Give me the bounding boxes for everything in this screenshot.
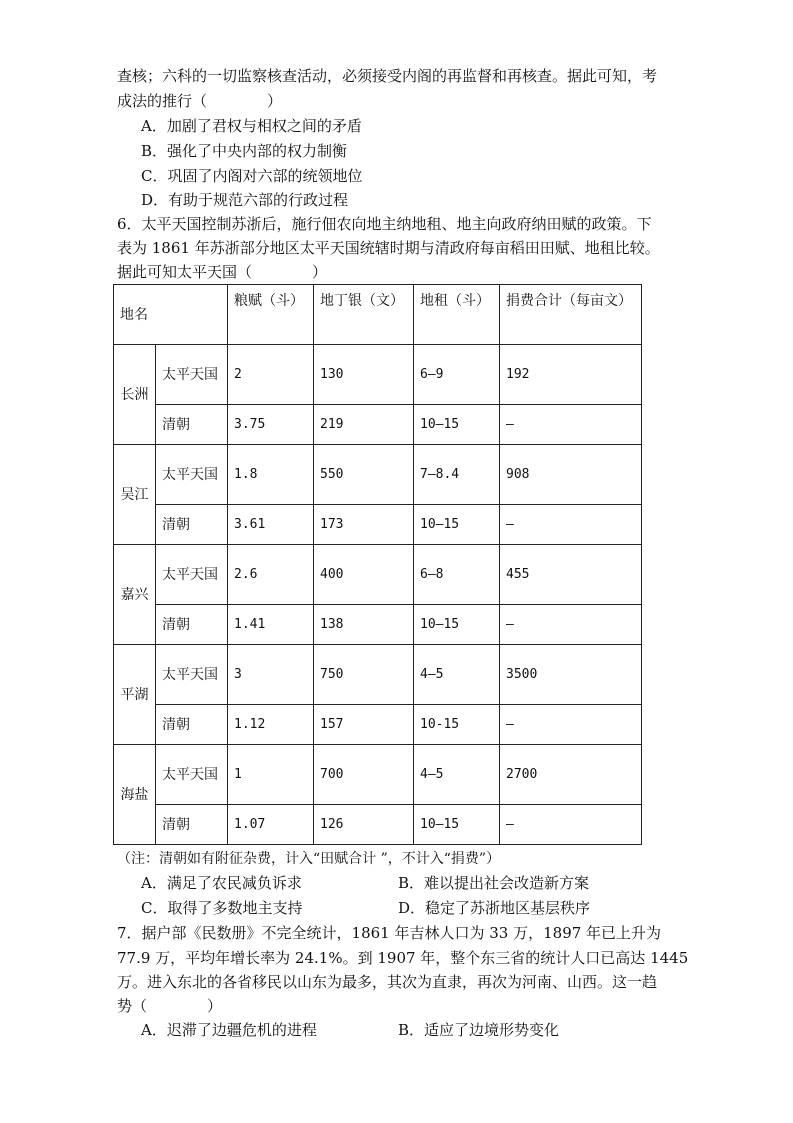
donation-cell: — — [500, 505, 642, 545]
donation-cell: — — [500, 805, 642, 845]
regime-cell: 清朝 — [156, 505, 228, 545]
q6-stem-line-2: 表为 1861 年苏浙部分地区太平天国统辖时期与清政府每亩稻田田赋、地租比较。 — [117, 239, 660, 257]
table-row — [114, 545, 642, 605]
q5-option-b[interactable]: B．强化了中央内部的权力制衡 — [141, 142, 348, 160]
table-row — [114, 605, 642, 645]
q6-option-d[interactable]: D．稳定了苏浙地区基层秩序 — [398, 899, 591, 917]
silver-cell: 173 — [314, 505, 414, 545]
place-cell: 平湖 — [114, 645, 156, 745]
grain-cell: 1.8 — [228, 445, 314, 505]
donation-cell: 3500 — [500, 645, 642, 705]
rent-cell: 6—9 — [414, 345, 500, 405]
donation-cell: 2700 — [500, 745, 642, 805]
rent-cell: 10—15 — [414, 405, 500, 445]
grain-cell: 1 — [228, 745, 314, 805]
q7-option-b[interactable]: B．适应了边境形势变化 — [398, 1021, 560, 1039]
q7-stem-line-2: 77.9 万，平均年增长率为 24.1%。到 1907 年，整个东三省的统计人口已高达 1445 — [117, 949, 689, 967]
table-header-row — [114, 285, 642, 345]
q6-stem-line-3: 据此可知太平天国（ ） — [117, 263, 328, 281]
rent-cell: 10—15 — [414, 805, 500, 845]
grain-cell: 3.61 — [228, 505, 314, 545]
regime-cell: 清朝 — [156, 805, 228, 845]
silver-cell: 126 — [314, 805, 414, 845]
q6-option-c[interactable]: C．取得了多数地主支持 — [141, 899, 303, 917]
silver-cell: 219 — [314, 405, 414, 445]
q7-stem-line-3: 万。进入东北的各省移民以山东为最多，其次为直隶，再次为河南、山西。这一趋 — [117, 973, 658, 991]
q7-stem-line-1: 7．据户部《民数册》不完全统计，1861 年吉林人口为 33 万，1897 年已上升为 — [117, 924, 662, 942]
regime-cell: 太平天国 — [156, 645, 228, 705]
grain-cell: 2.6 — [228, 545, 314, 605]
rent-cell: 6—8 — [414, 545, 500, 605]
grain-cell: 1.12 — [228, 705, 314, 745]
rent-cell: 10—15 — [414, 505, 500, 545]
silver-cell: 138 — [314, 605, 414, 645]
header-grain: 粮赋（斗） — [228, 285, 314, 345]
grain-cell: 2 — [228, 345, 314, 405]
tax-comparison-table — [113, 284, 642, 845]
regime-cell: 清朝 — [156, 605, 228, 645]
grain-cell: 3 — [228, 645, 314, 705]
rent-cell: 7—8.4 — [414, 445, 500, 505]
table-row — [114, 505, 642, 545]
silver-cell: 550 — [314, 445, 414, 505]
regime-cell: 清朝 — [156, 705, 228, 745]
donation-cell: 908 — [500, 445, 642, 505]
table-row — [114, 645, 642, 705]
grain-cell: 1.41 — [228, 605, 314, 645]
donation-cell: — — [500, 705, 642, 745]
q6-option-b[interactable]: B．难以提出社会改造新方案 — [398, 874, 590, 892]
donation-cell: — — [500, 405, 642, 445]
header-rent: 地租（斗） — [414, 285, 500, 345]
header-donation: 捐费合计（每亩文） — [500, 285, 642, 345]
place-cell: 吴江 — [114, 445, 156, 545]
table-note: （注：清朝如有附征杂费，计入“田赋合计 ”，不计入“捐费”） — [117, 851, 501, 867]
silver-cell: 400 — [314, 545, 414, 605]
grain-cell: 1.07 — [228, 805, 314, 845]
q5-option-d[interactable]: D．有助于规范六部的行政过程 — [141, 191, 349, 209]
intro-line-2: 成法的推行（ ） — [117, 92, 283, 110]
header-place: 地名 — [114, 285, 228, 345]
q5-option-a[interactable]: A．加剧了君权与相权之间的矛盾 — [141, 117, 362, 135]
silver-cell: 130 — [314, 345, 414, 405]
table-row — [114, 345, 642, 405]
donation-cell: 455 — [500, 545, 642, 605]
place-cell: 海盐 — [114, 745, 156, 845]
donation-cell: 192 — [500, 345, 642, 405]
table-row — [114, 445, 642, 505]
rent-cell: 10—15 — [414, 605, 500, 645]
grain-cell: 3.75 — [228, 405, 314, 445]
q6-option-a[interactable]: A．满足了农民减负诉求 — [141, 874, 302, 892]
place-cell: 嘉兴 — [114, 545, 156, 645]
rent-cell: 4—5 — [414, 745, 500, 805]
silver-cell: 700 — [314, 745, 414, 805]
regime-cell: 太平天国 — [156, 345, 228, 405]
rent-cell: 10-15 — [414, 705, 500, 745]
regime-cell: 太平天国 — [156, 445, 228, 505]
table-row — [114, 405, 642, 445]
place-cell: 长洲 — [114, 345, 156, 445]
rent-cell: 4—5 — [414, 645, 500, 705]
silver-cell: 750 — [314, 645, 414, 705]
q7-stem-line-4: 势（ ） — [117, 997, 223, 1015]
q6-stem-line-1: 6．太平天国控制苏浙后，施行佃农向地主纳地租、地主向政府纳田赋的政策。下 — [117, 215, 652, 233]
table-row — [114, 705, 642, 745]
regime-cell: 太平天国 — [156, 745, 228, 805]
donation-cell: — — [500, 605, 642, 645]
q7-option-a[interactable]: A．迟滞了边疆危机的进程 — [141, 1021, 317, 1039]
regime-cell: 清朝 — [156, 405, 228, 445]
silver-cell: 157 — [314, 705, 414, 745]
regime-cell: 太平天国 — [156, 545, 228, 605]
q5-option-c[interactable]: C．巩固了内阁对六部的统领地位 — [141, 167, 363, 185]
intro-line-1: 查核；六科的一切监察核查活动，必须接受内阁的再监督和再核查。据此可知，考 — [117, 67, 658, 85]
table-row — [114, 805, 642, 845]
table-row — [114, 745, 642, 805]
header-silver: 地丁银（文） — [314, 285, 414, 345]
